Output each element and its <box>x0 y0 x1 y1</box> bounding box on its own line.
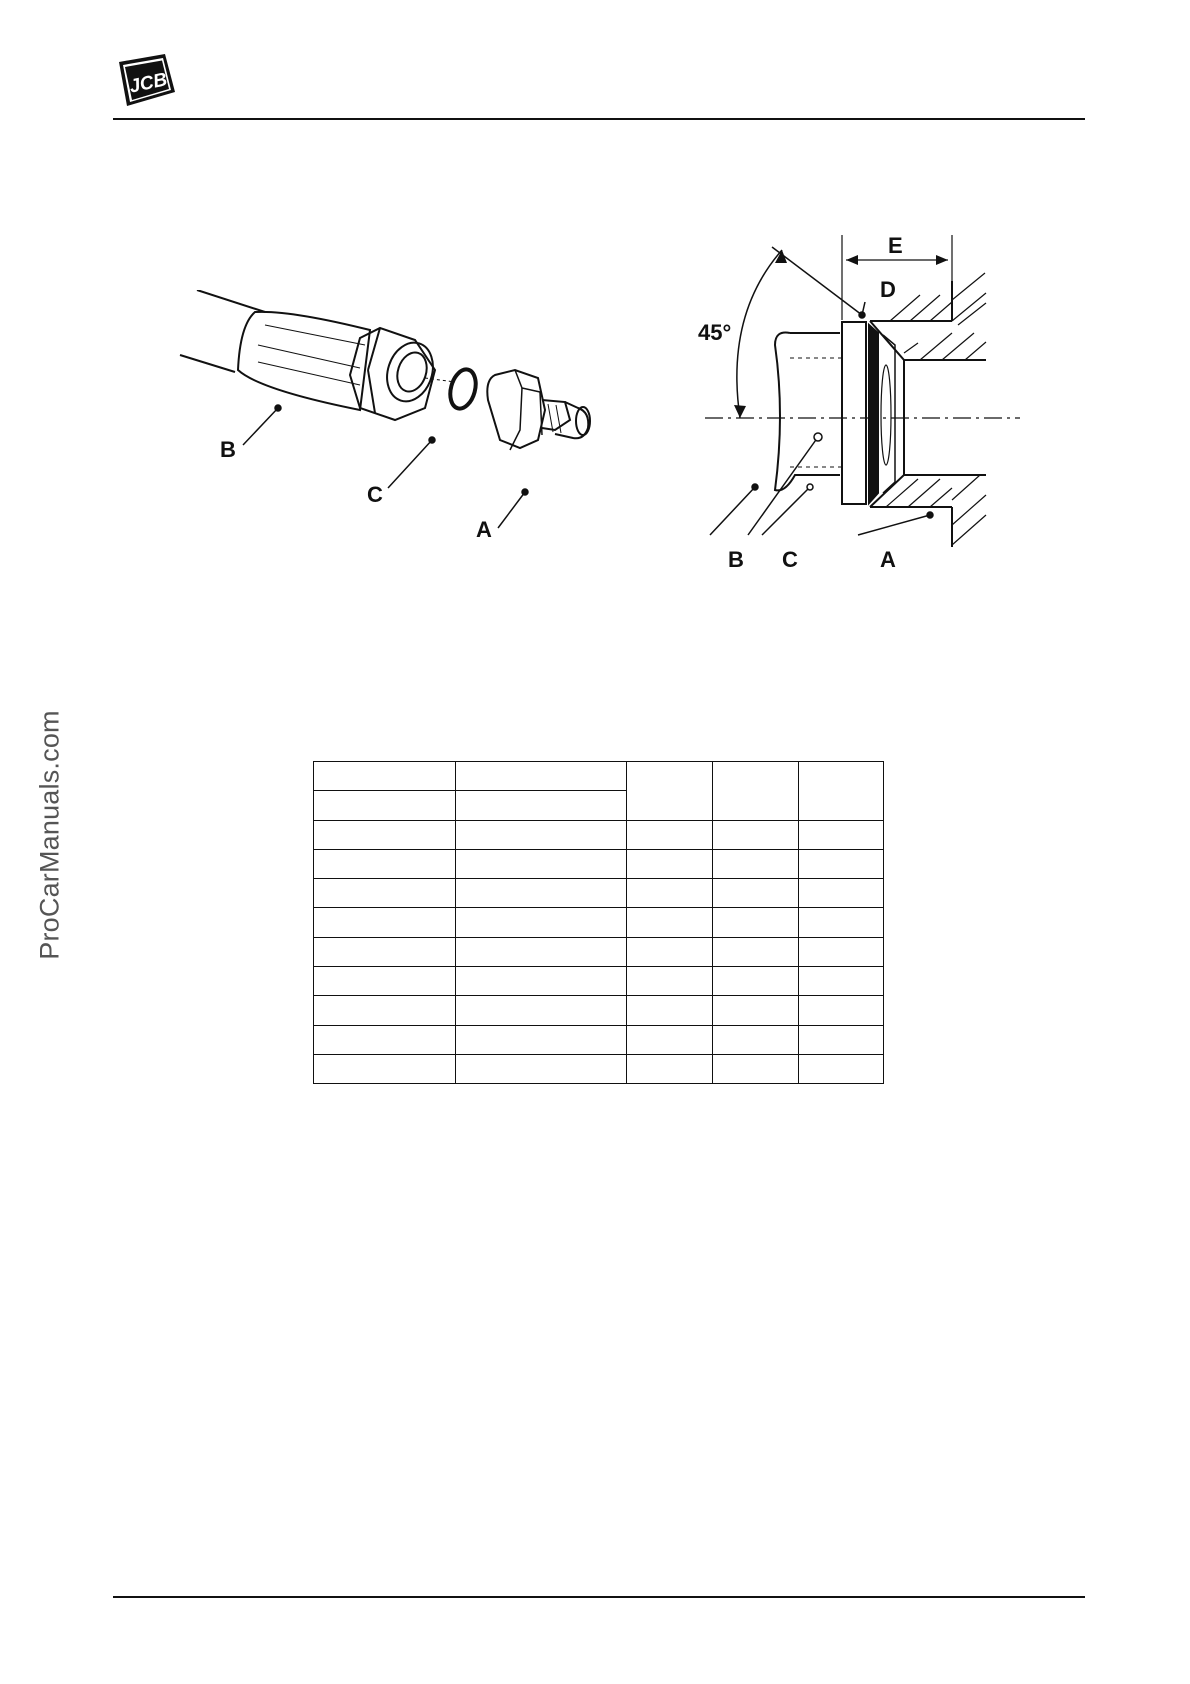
table-row <box>314 908 884 937</box>
table-cell <box>456 849 627 878</box>
watermark: ProCarManuals.com <box>34 710 65 960</box>
table-cell <box>713 762 799 821</box>
table-cell <box>456 1025 627 1054</box>
table-cell <box>713 996 799 1025</box>
table-cell <box>456 996 627 1025</box>
header-rule <box>113 118 1085 120</box>
callout-b-section: B <box>728 547 744 572</box>
table-cell <box>456 967 627 996</box>
table-cell <box>627 1025 713 1054</box>
hose-lower-edge <box>180 355 235 372</box>
table-cell <box>627 849 713 878</box>
o-ring <box>446 367 480 412</box>
callout-e: E <box>888 233 903 258</box>
table-cell <box>713 967 799 996</box>
table-cell <box>314 967 456 996</box>
callout-a-section: A <box>880 547 896 572</box>
table-cell <box>456 820 627 849</box>
table-cell <box>799 762 884 821</box>
specification-table <box>313 761 884 1084</box>
table-cell <box>314 1054 456 1083</box>
table-cell <box>799 879 884 908</box>
table-cell <box>627 1054 713 1083</box>
table-cell <box>799 1025 884 1054</box>
table-row <box>314 1025 884 1054</box>
table-cell <box>799 849 884 878</box>
table-cell <box>627 996 713 1025</box>
table-cell <box>627 879 713 908</box>
callout-c: C <box>367 482 383 507</box>
table-cell <box>456 879 627 908</box>
table-cell <box>314 762 456 791</box>
table-cell <box>713 1025 799 1054</box>
table-row <box>314 820 884 849</box>
table-cell <box>799 967 884 996</box>
table-cell <box>627 820 713 849</box>
table-cell <box>314 908 456 937</box>
hose-upper-edge <box>197 290 265 312</box>
table-cell <box>627 937 713 966</box>
exploded-fitting-diagram <box>170 290 650 550</box>
callout-d: D <box>880 277 896 302</box>
angle-label: 45° <box>698 320 732 345</box>
table-cell <box>314 937 456 966</box>
table-row <box>314 996 884 1025</box>
callout-a: A <box>476 517 492 542</box>
table-cell <box>456 791 627 820</box>
table-cell <box>456 937 627 966</box>
table-cell <box>314 791 456 820</box>
table-cell <box>713 849 799 878</box>
table-cell <box>799 996 884 1025</box>
table-cell <box>456 908 627 937</box>
footer-rule <box>113 1596 1085 1598</box>
table-row <box>314 937 884 966</box>
table-cell <box>713 820 799 849</box>
crimp-sleeve <box>238 312 370 410</box>
table-cell <box>627 967 713 996</box>
table-cell <box>456 762 627 791</box>
table-cell <box>627 762 713 821</box>
table-cell <box>799 937 884 966</box>
section-diagram <box>690 225 1030 585</box>
table-cell <box>799 1054 884 1083</box>
logo-text: JCB <box>127 69 170 98</box>
table-row <box>314 1054 884 1083</box>
table-cell <box>713 908 799 937</box>
table-cell <box>713 937 799 966</box>
jcb-logo <box>113 52 177 108</box>
table-cell <box>713 879 799 908</box>
table-cell <box>713 1054 799 1083</box>
table-cell <box>456 1054 627 1083</box>
table-cell <box>314 996 456 1025</box>
table-row <box>314 849 884 878</box>
table-cell <box>314 1025 456 1054</box>
table-cell <box>314 820 456 849</box>
table-row <box>314 967 884 996</box>
table-cell <box>627 908 713 937</box>
seal <box>869 325 878 503</box>
table-row <box>314 879 884 908</box>
callout-b: B <box>220 437 236 462</box>
callout-c-section: C <box>782 547 798 572</box>
table-cell <box>314 879 456 908</box>
table-header-row <box>314 762 884 791</box>
table-cell <box>799 908 884 937</box>
swivel-nut <box>350 328 435 420</box>
table-cell <box>799 820 884 849</box>
table-cell <box>314 849 456 878</box>
